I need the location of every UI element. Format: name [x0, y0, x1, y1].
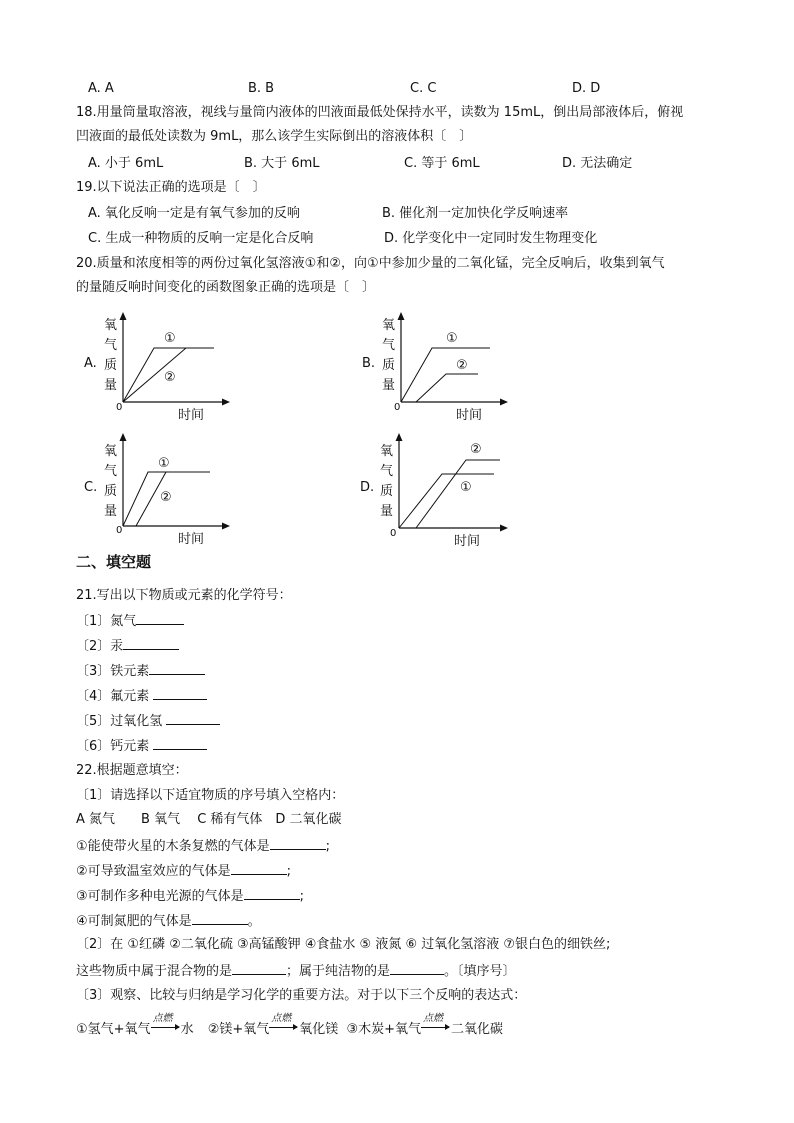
- q22-fill-3: [76, 886, 304, 906]
- graph-a-ylabel-3: 质: [104, 358, 118, 373]
- q22-part1-choices: A 氮气 B 氧气 C 稀有气体 D 二氧化碳: [76, 812, 342, 827]
- graph-a-option: A.: [84, 356, 97, 371]
- q21-stem: 21.写出以下物质或元素的化学符号：: [76, 588, 292, 603]
- q21-item-4-label: 〔4〕氟元素: [76, 689, 154, 704]
- q18-option-a: A. 小于 6mL: [88, 156, 164, 171]
- q22-blank-2[interactable]: [231, 861, 287, 875]
- graph-c-ylabel-3: 质: [104, 484, 118, 499]
- q21-item-2-label: 〔2〕汞: [76, 639, 124, 654]
- graph-d-ylabel-2: 气: [380, 464, 394, 479]
- q17-option-d: D. D: [572, 81, 601, 96]
- q21-item-5: [76, 711, 220, 731]
- section-heading-fill-in: 二、填空题: [76, 553, 152, 571]
- reaction-1-arrow: [151, 1013, 181, 1033]
- reaction-2: [207, 1013, 343, 1037]
- graph-c: [84, 430, 234, 546]
- reaction-2-condition: 点燃: [271, 1013, 292, 1024]
- q22-fill-1: [76, 836, 330, 856]
- graph-d-origin: 0: [390, 528, 397, 539]
- q18-stem-line1: 18.用量筒量取溶液，视线与量筒内液体的凹液面最低处保持水平，读数为 15mL，倒出局部液体后，俯视: [76, 105, 684, 120]
- graph-c-xlabel: 时间: [178, 532, 205, 547]
- q22-part2-note: 。〔填序号〕: [444, 964, 516, 979]
- reaction-3-condition: 点燃: [423, 1013, 443, 1024]
- q21-blank-3[interactable]: [149, 661, 205, 675]
- q21-item-3: [76, 661, 205, 681]
- graph-a-curve1-label: ①: [164, 331, 176, 346]
- q17-option-c: C. C: [410, 81, 437, 96]
- reaction-3-reactants: ③木炭+氧气: [346, 1022, 421, 1037]
- q20-stem-line1: 20.质量和浓度相等的两份过氧化氢溶液①和②，向①中参加少量的二氧化锰，完全反响后，收集到氧气: [76, 256, 665, 271]
- q22-fill-2: [76, 861, 291, 881]
- q17-option-a: A. A: [88, 81, 114, 96]
- graph-b-xlabel: 时间: [456, 408, 483, 423]
- reaction-2-product: 氧化镁: [299, 1022, 339, 1037]
- graph-c-plot: [84, 430, 234, 546]
- q19-option-c: C. 生成一种物质的反响一定是化合反响: [88, 231, 314, 246]
- graph-b-curve2-label: ②: [456, 358, 468, 373]
- graph-b-ylabel-1: 氧: [382, 318, 396, 333]
- graph-c-ylabel-1: 氧: [104, 444, 118, 459]
- q18-option-b: B. 大于 6mL: [244, 156, 320, 171]
- graph-d-curve1-label: ①: [460, 480, 472, 495]
- q21-blank-5[interactable]: [166, 711, 220, 725]
- q22-part1-instruction: 〔1〕请选择以下适宜物质的序号填入空格内：: [76, 788, 345, 803]
- graph-c-origin: 0: [116, 525, 123, 536]
- q18-option-d: D. 无法确定: [562, 156, 633, 171]
- q21-item-3-label: 〔3〕铁元素: [76, 664, 150, 679]
- q22-fill-2-end: ;: [286, 864, 292, 879]
- reaction-2-reactants: ②镁+氧气: [207, 1022, 270, 1037]
- q22-blank-4[interactable]: [192, 911, 248, 925]
- q22-blank-1[interactable]: [270, 836, 326, 850]
- q19-option-b: B. 催化剂一定加快化学反响速率: [382, 206, 569, 221]
- q22-fill-1-label: ①能使带火星的木条复燃的气体是: [76, 839, 270, 854]
- q22-fill-1-end: ;: [325, 839, 331, 854]
- q22-fill-4-label: ④可制氮肥的气体是: [76, 914, 192, 929]
- graph-d-xlabel: 时间: [454, 534, 481, 549]
- graph-b-origin: 0: [394, 402, 401, 413]
- graph-b-ylabel-4: 量: [382, 378, 396, 393]
- reaction-2-arrow: [269, 1013, 299, 1033]
- reaction-3-arrow: [421, 1013, 451, 1033]
- graph-d-ylabel-1: 氧: [380, 444, 394, 459]
- reaction-1: [76, 1013, 198, 1037]
- q19-stem: 19.以下说法正确的选项是〔 〕: [76, 180, 266, 195]
- graph-a-xlabel: 时间: [178, 408, 205, 423]
- q21-blank-4[interactable]: [153, 686, 207, 700]
- graph-d: [358, 430, 518, 549]
- graph-d-ylabel-3: 质: [380, 484, 394, 499]
- q22-blank-3[interactable]: [244, 886, 300, 900]
- reaction-1-reactants: ①氢气+氧气: [76, 1022, 151, 1037]
- q22-part3-instruction: 〔3〕观察、比较与归纳是学习化学的重要方法。对于以下三个反响的表达式：: [76, 988, 527, 1003]
- graph-a-ylabel-2: 气: [104, 338, 118, 353]
- q22-part2-mixture-label: 这些物质中属于混合物的是: [76, 964, 233, 979]
- reaction-1-product: 水: [180, 1022, 194, 1037]
- graph-a-ylabel-4: 量: [104, 378, 118, 393]
- graph-b-ylabel-3: 质: [382, 358, 396, 373]
- graph-b-option: B.: [362, 356, 376, 371]
- graph-a-plot: [84, 312, 234, 424]
- q21-item-2: [76, 636, 179, 656]
- reaction-3: [346, 1013, 504, 1037]
- q19-option-d: D. 化学变化中一定同时发生物理变化: [384, 231, 598, 246]
- graph-c-ylabel-2: 气: [104, 464, 118, 479]
- graph-d-option: D.: [360, 480, 375, 495]
- q22-part2-line2: [76, 961, 516, 981]
- q17-option-b: B. B: [248, 81, 275, 96]
- q22-fill-2-label: ②可导致温室效应的气体是: [76, 864, 231, 879]
- q20-stem-line2: 的量随反响时间变化的函数图象正确的选项是〔 〕: [76, 280, 376, 295]
- graph-a-origin: 0: [116, 402, 123, 413]
- reaction-1-condition: 点燃: [152, 1013, 173, 1024]
- graph-b-plot: [362, 312, 512, 424]
- q22-fill-3-label: ③可制作多种电光源的气体是: [76, 889, 244, 904]
- q21-item-6-label: 〔6〕钙元素: [76, 739, 154, 754]
- q21-item-6: [76, 736, 207, 756]
- q22-part2-line1: 〔2〕在 ①红磷 ②二氧化硫 ③高锰酸钾 ④食盐水 ⑤ 液氮 ⑥ 过氧化氢溶液 ⑦银白色的细铁丝;: [76, 937, 611, 952]
- q21-item-5-label: 〔5〕过氧化氢: [76, 714, 167, 729]
- graph-a-ylabel-1: 氧: [104, 318, 118, 333]
- q22-fill-4-end: 。: [247, 914, 261, 929]
- graph-b: [362, 312, 512, 424]
- q21-blank-2[interactable]: [123, 636, 179, 650]
- graph-c-option: C.: [84, 480, 98, 495]
- q22-blank-mixture[interactable]: [232, 961, 286, 975]
- q22-fill-3-end: ;: [299, 889, 305, 904]
- q18-option-c: C. 等于 6mL: [404, 156, 480, 171]
- q22-fill-4: [76, 911, 261, 931]
- graph-d-plot: [358, 430, 518, 546]
- q21-item-4: [76, 686, 207, 706]
- graph-c-curve2-label: ②: [160, 490, 172, 505]
- q22-stem: 22.根据题意填空：: [76, 763, 188, 778]
- graph-b-curve1-label: ①: [446, 331, 458, 346]
- q18-stem-line2: 凹液面的最低处读数为 9mL，那么该学生实际倒出的溶液体积〔 〕: [76, 129, 473, 144]
- reaction-3-product: 二氧化碳: [451, 1022, 504, 1037]
- graph-d-curve2-label: ②: [470, 442, 482, 457]
- graph-c-ylabel-4: 量: [104, 504, 118, 519]
- graph-b-ylabel-2: 气: [382, 338, 396, 353]
- graph-a: [84, 312, 234, 424]
- graph-a-curve2-label: ②: [164, 370, 176, 385]
- q22-blank-pure[interactable]: [390, 961, 444, 975]
- graph-d-ylabel-4: 量: [380, 504, 394, 519]
- q21-blank-6[interactable]: [153, 736, 207, 750]
- q22-reactions: [76, 1013, 504, 1039]
- q21-item-1-label: 〔1〕氮气: [76, 614, 137, 629]
- q19-option-a: A. 氧化反响一定是有氧气参加的反响: [88, 206, 300, 221]
- q21-blank-1[interactable]: [136, 611, 184, 625]
- q21-item-1: [76, 611, 184, 631]
- graph-c-curve1-label: ①: [158, 456, 170, 471]
- q22-part2-pure-label: ；属于纯洁物的是: [286, 964, 391, 979]
